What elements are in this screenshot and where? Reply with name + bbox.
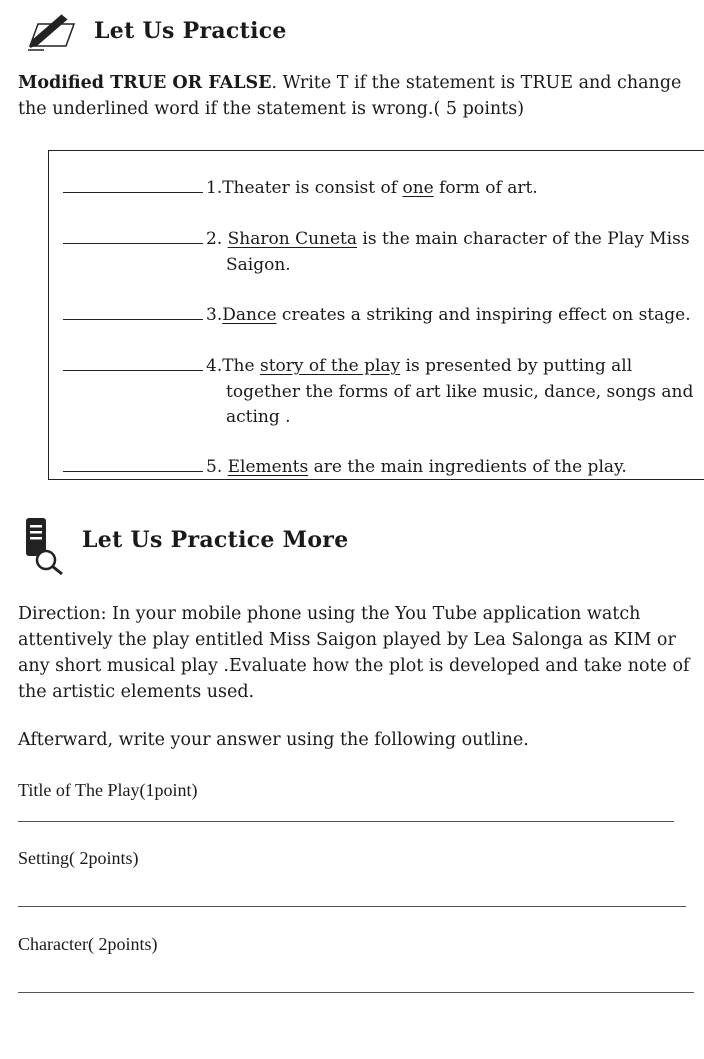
instruction-line1: . Write T if the statement is TRUE and change [271, 73, 682, 93]
direction-line-3: any short musical play .Evaluate how the plot is developed and take note of [18, 656, 690, 676]
underlined-word-2: Sharon Cuneta [227, 229, 358, 249]
field-title-label: Title of The Play(1point) [18, 780, 198, 800]
underlined-word-5: Elements [227, 457, 309, 477]
notebook-search-icon [22, 516, 72, 576]
item-2-continued: Saigon. [226, 255, 291, 275]
answer-line-setting[interactable] [18, 906, 686, 907]
item-4-continued: together the forms of art like music, dance, songs and [226, 382, 694, 402]
true-false-box [48, 150, 704, 480]
item-2: 2. Sharon Cuneta is the main character of the Play Miss [63, 226, 690, 252]
practice-header [22, 10, 287, 52]
underlined-word-4: story of the play [259, 356, 401, 376]
practice-more-header [22, 516, 349, 576]
direction-line-4: the artistic elements used. [18, 682, 255, 702]
answer-blank-5[interactable] [63, 454, 203, 472]
answer-line-title[interactable] [18, 821, 674, 822]
answer-blank-2[interactable] [63, 226, 203, 244]
underlined-word-1: one [402, 178, 434, 198]
practice-instruction [18, 70, 698, 122]
answer-blank-1[interactable] [63, 175, 203, 193]
instruction-line2: the underlined word if the statement is wrong.( 5 points) [18, 99, 525, 119]
answer-blank-3[interactable] [63, 302, 203, 320]
item-4: 4.The story of the play is presented by putting all [63, 353, 632, 379]
item-5: 5. Elements are the main ingredients of the play. [63, 454, 627, 480]
item-3: 3.Dance creates a striking and inspiring effect on stage. [63, 302, 691, 328]
practice-title: Let Us Practice [94, 18, 287, 44]
direction-line-2: attentively the play entitled Miss Saigon played by Lea Salonga as KIM or [18, 630, 676, 650]
answer-line-character[interactable] [18, 992, 694, 993]
field-character-label: Character( 2points) [18, 934, 158, 954]
direction-paragraph [18, 601, 704, 705]
underlined-word-3: Dance [222, 305, 277, 325]
answer-blank-4[interactable] [63, 353, 203, 371]
direction-line-1: Direction: In your mobile phone using the You Tube application watch [18, 604, 641, 624]
pencil-paper-icon [22, 10, 82, 52]
field-setting-label: Setting( 2points) [18, 848, 139, 868]
item-4-continued-2: acting . [226, 407, 291, 427]
instruction-bold: Modified TRUE OR FALSE [18, 73, 272, 93]
item-1: 1.Theater is consist of one form of art. [63, 175, 538, 201]
practice-more-title: Let Us Practice More [82, 527, 349, 553]
afterward-text: Afterward, write your answer using the following outline. [18, 730, 529, 750]
